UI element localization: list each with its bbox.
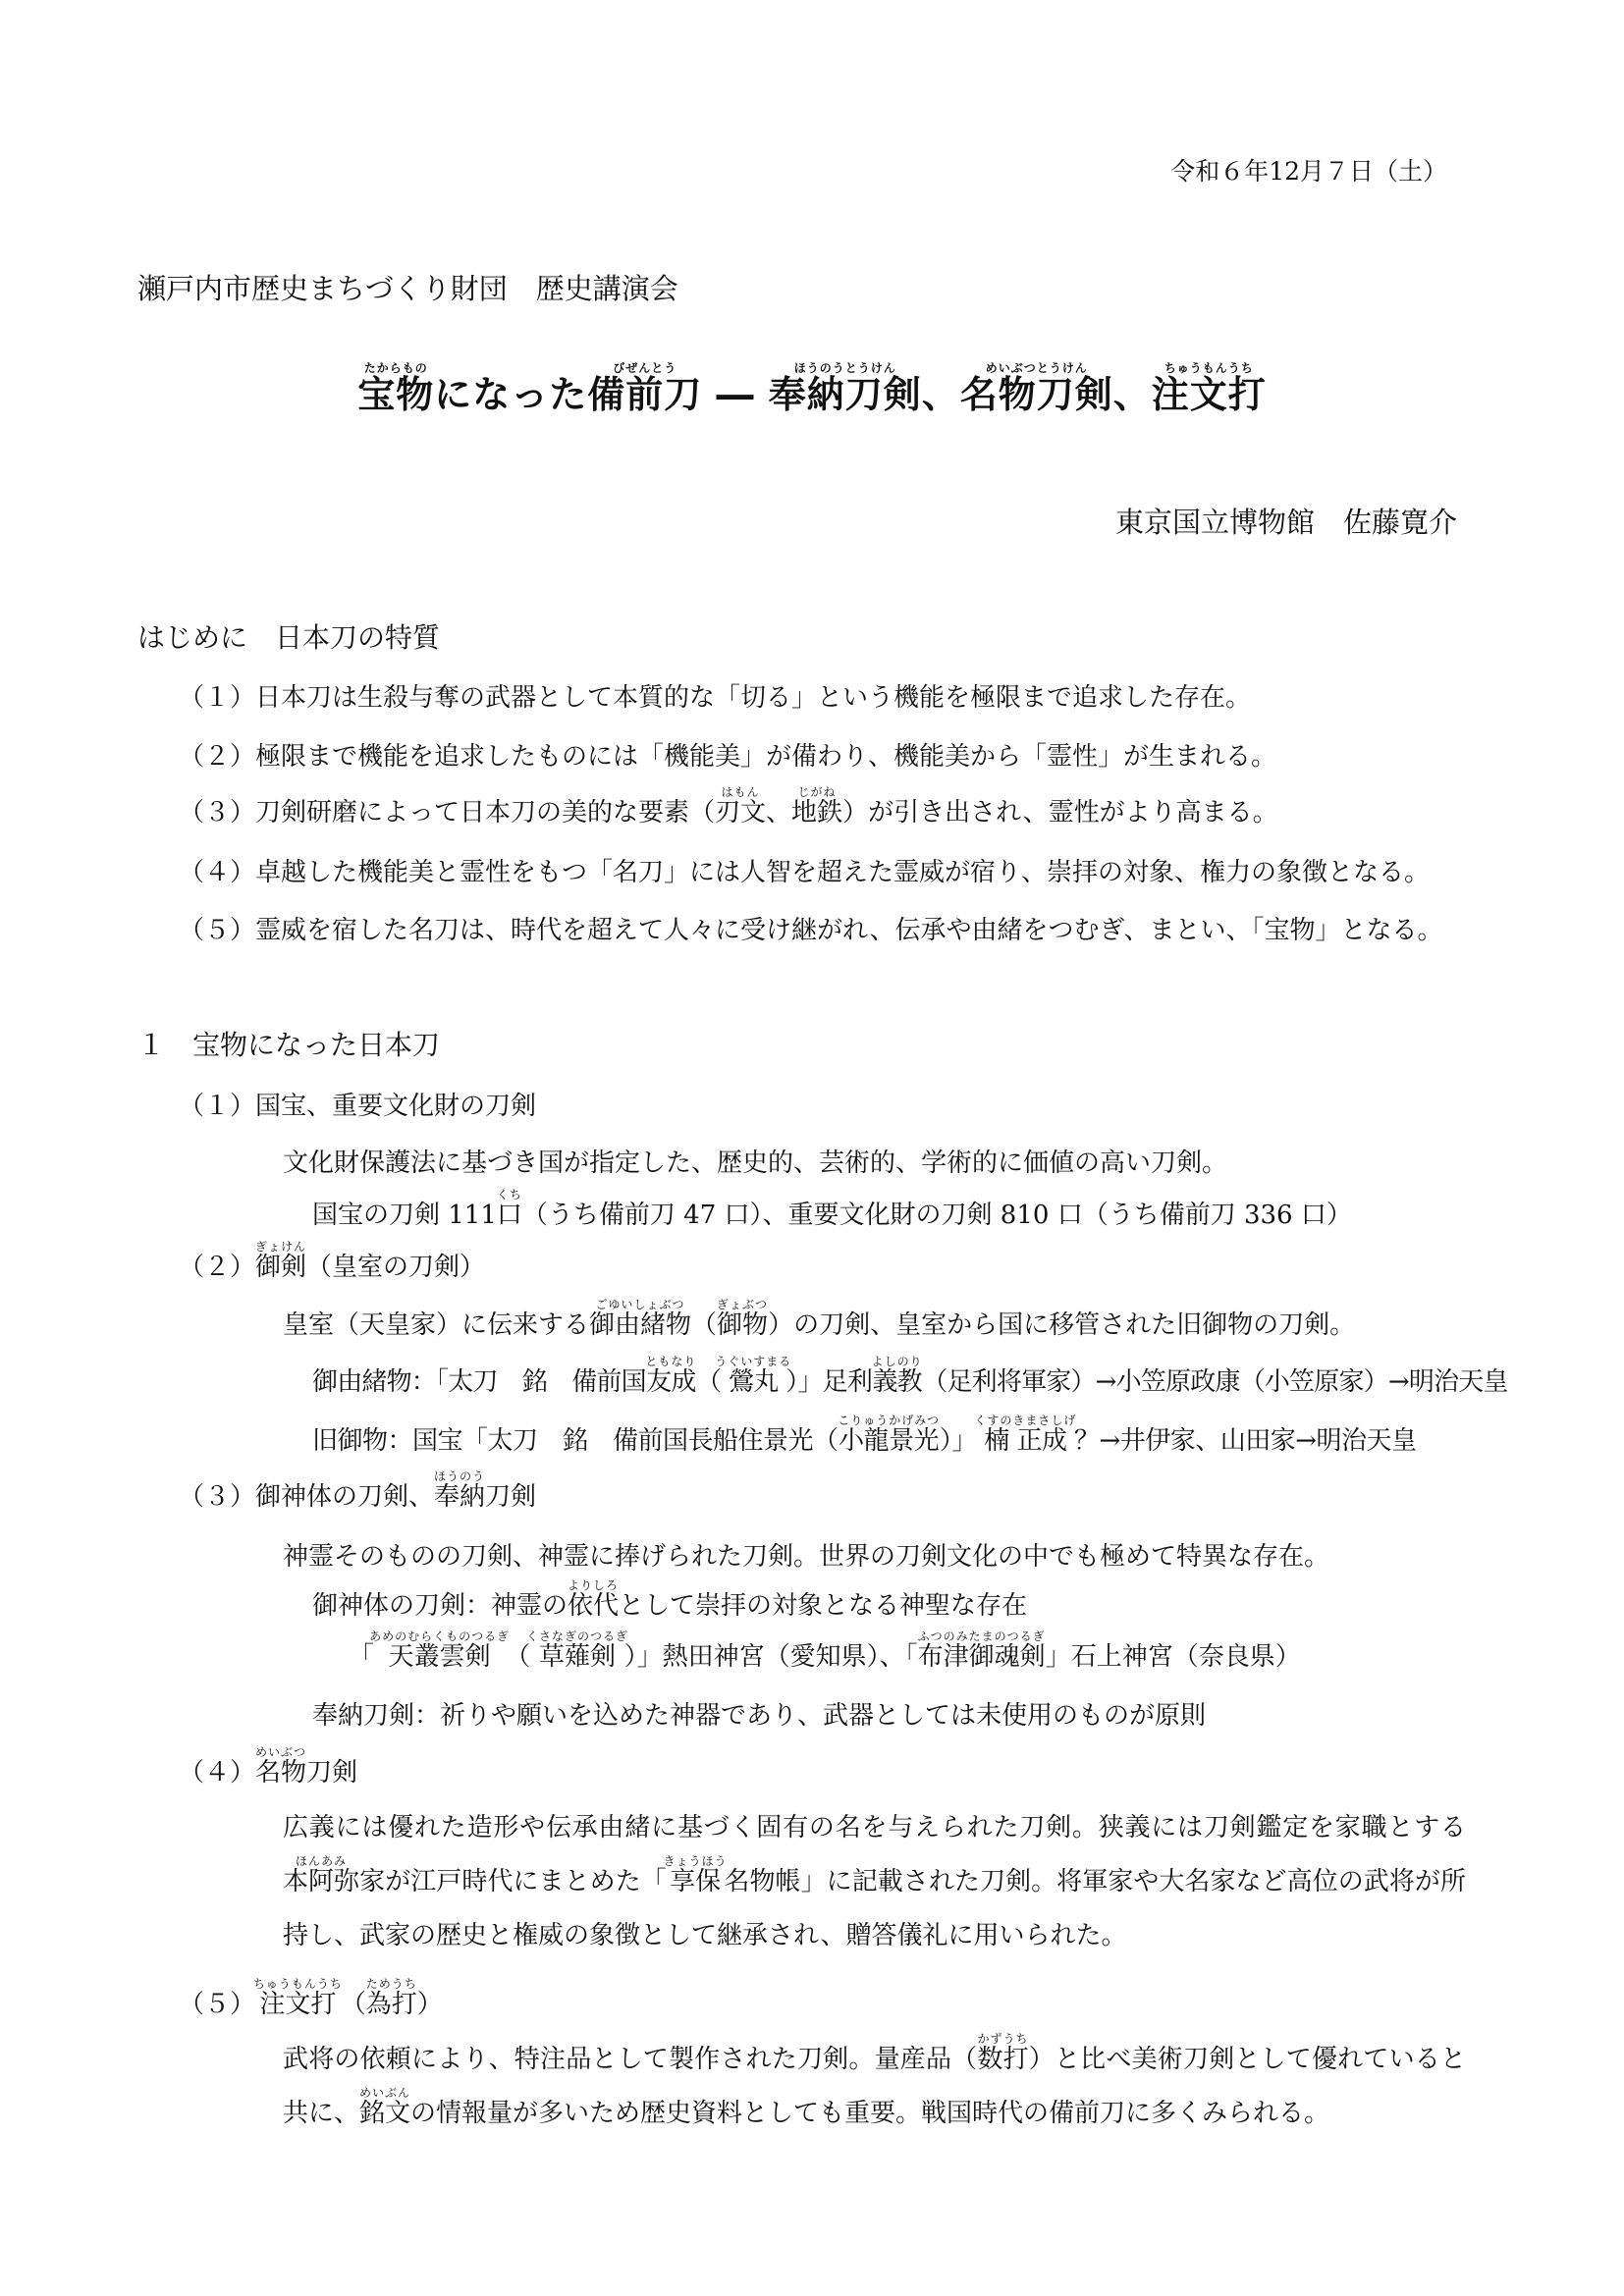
section-1-heading: １ 宝物になった日本刀 <box>137 1029 441 1061</box>
subsection-2-title: （２）御剣ぎょけん（皇室の刀剣） <box>179 1240 486 1282</box>
intro-heading: はじめに 日本刀の特質 <box>137 621 441 654</box>
intro-point-5: （５）霊威を宿した名刀は、時代を超えて人々に受け継がれ、伝承や由緒をつむぎ、まとい、「宝物」となる。 <box>179 916 1443 945</box>
author-line: 東京国立博物館 佐藤寛介 <box>1114 506 1457 539</box>
subsection-1-title: （１）国宝、重要文化財の刀剣 <box>179 1092 537 1121</box>
subsection-1-text: 文化財保護法に基づき国が指定した、歴史的、芸術的、学術的に価値の高い刀剣。 <box>283 1148 1228 1178</box>
subsection-3-item-2: 「天叢雲剣あめのむらくものつるぎ（草薙剣くさなぎのつるぎ）」熱田神宮（愛知県）、「布津御魂剣ふつのみたまのつるぎ」石上神宮（奈良県） <box>349 1629 1301 1672</box>
subsection-3-item-3: 奉納刀剣：祈りや願いを込めた神器であり、武器としては未使用のものが原則 <box>312 1701 1207 1731</box>
intro-point-1: （１）日本刀は生殺与奪の武器として本質的な「切る」という機能を極限まで追求した存在。 <box>179 683 1252 713</box>
subsection-3-title: （３）御神体の刀剣、奉納ほうのう刀剣 <box>179 1469 537 1512</box>
subsection-4-text: 広義には優れた造形や伝承由緒に基づく固有の名を与えられた刀剣。狭義には刀剣鑑定を家職とする本阿弥ほんあみ家が江戸時代にまとめた「享保きょうほう名物帳」に記載された刀剣。将軍家や大名家など高位の武将が所持し、武家の歴史と権威の象徴として継承され、贈答儀礼に用いられた。 <box>283 1813 1466 1950</box>
subsection-1-detail: 国宝の刀剣 111口くち（うち備前刀 47 口）、重要文化財の刀剣 810 口（うち備前刀 336 口） <box>312 1188 1352 1230</box>
subsection-2-item-1: 御由緒物：「太刀 銘 備前国友成ともなり（鶯丸うぐいすまる）」足利義教よしのり（足利将軍家）→小笠原政康（小笠原家）→明治天皇 <box>312 1355 1508 1397</box>
intro-point-2: （２）極限まで機能を追求したものには「機能美」が備わり、機能美から「霊性」が生まれる。 <box>179 742 1277 772</box>
lecture-date: 令和６年12月７日（土） <box>1170 157 1447 186</box>
subsection-5-title: （５）注文打ちゅうもんうち（為打ためうち） <box>179 1977 443 2019</box>
subsection-5-text: 武将の依頼により、特注品として製作された刀剣。量産品（数打かずうち）と比べ美術刀剣として優れていると共に、銘文めいぶんの情報量が多いため歴史資料としても重要。戦国時代の備前刀に多くみられる。 <box>283 2032 1466 2128</box>
subsection-3-item-1: 御神体の刀剣：神霊の依代よりしろとして崇拝の対象となる神聖な存在 <box>312 1578 1028 1621</box>
intro-point-4: （４）卓越した機能美と霊性をもつ「名刀」には人智を超えた霊威が宿り、崇拝の対象、権力の象徴となる。 <box>179 858 1431 887</box>
subsection-3-text: 神霊そのものの刀剣、神霊に捧げられた刀剣。世界の刀剣文化の中でも極めて特異な存在。 <box>283 1542 1330 1572</box>
lecture-title: 宝物たからものになった備前刀びぜんとう ― 奉納刀剣ほうのうとうけん、名物刀剣めいぶつとうけん、注文打ちゅうもんうち <box>357 361 1267 416</box>
subsection-2-item-2: 旧御物：国宝「太刀 銘 備前国長船住景光（小龍景光こりゅうかげみつ）」楠 正成くすのきまさしげ？→井伊家、山田家→明治天皇 <box>312 1414 1417 1456</box>
intro-point-3: （３）刀剣研磨によって日本刀の美的な要素（刃文はもん、地鉄じがね）が引き出され、霊性がより高まる。 <box>179 785 1278 828</box>
subsection-2-text: 皇室（天皇家）に伝来する御由緒物ごゆいしょぶつ（御物ぎょぶつ）の刀剣、皇室から国に移管された旧御物の刀剣。 <box>283 1298 1356 1340</box>
subsection-4-title: （４）名物めいぶつ刀剣 <box>179 1745 358 1788</box>
organizer-line: 瀬戸内市歴史まちづくり財団 歴史講演会 <box>137 272 678 305</box>
